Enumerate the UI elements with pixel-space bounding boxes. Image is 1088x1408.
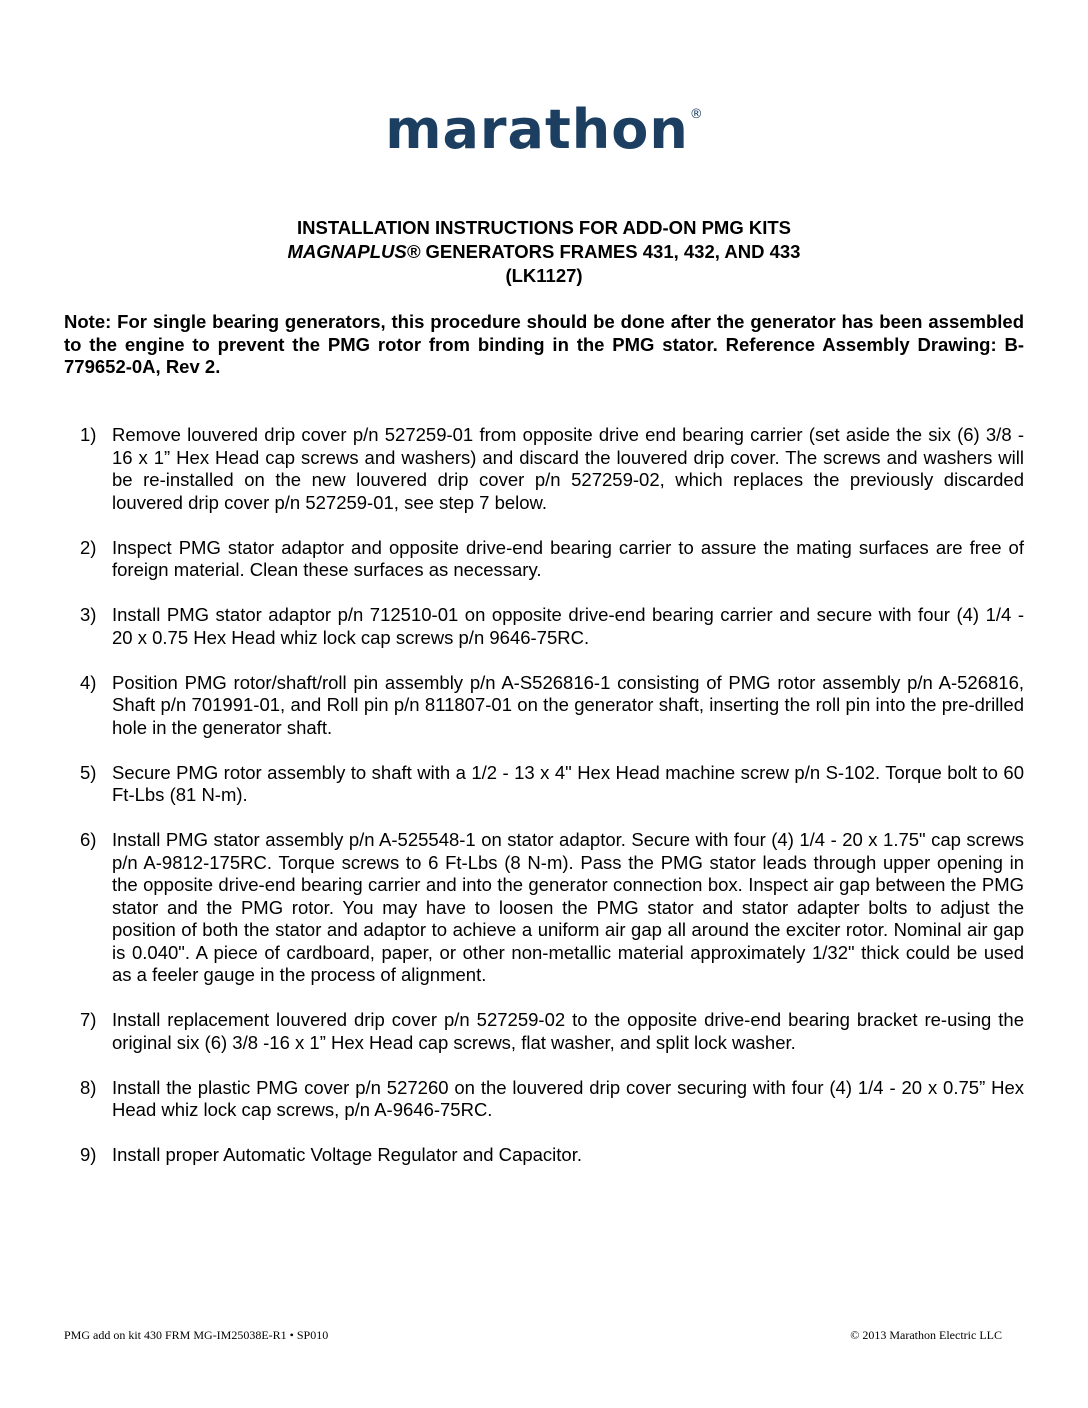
step-item [64,537,1024,582]
logo-wordmark: marathon [385,98,689,161]
footer-document-id: PMG add on kit 430 FRM MG-IM25038E-R1 • SP010 [64,1328,329,1342]
step-item [64,829,1024,987]
step-item [64,424,1024,514]
title-line-1: INSTALLATION INSTRUCTIONS FOR ADD-ON PMG KITS [297,217,791,238]
step-text: Inspect PMG stator adaptor and opposite drive-end bearing carrier to assure the mating surfaces are free of foreign material. Clean these surfaces as necessary. [112,536,1024,580]
note-paragraph: Note: For single bearing generators, this procedure should be done after the generator has been assembled to the engine to prevent the PMG rotor from binding in the PMG stator. Reference Assembly Drawing: B-779652-0A, Rev 2. [64,311,1024,377]
registered-mark: ® [689,107,703,122]
step-text: Secure PMG rotor assembly to shaft with a 1/2 - 13 x 4" Hex Head machine screw p/n S-102. Torque bolt to 60 Ft-Lbs (81 N-m). [112,761,1024,805]
step-item [64,762,1024,807]
step-number: 5) [80,761,97,783]
step-text: Install PMG stator adaptor p/n 712510-01 on opposite drive-end bearing carrier and secure with four (4) 1/4 - 20 x 0.75 Hex Head whiz lock cap screws p/n 9646-75RC. [112,604,1024,648]
title-frames: GENERATORS FRAMES 431, 432, AND 433 [420,241,801,262]
step-item [64,1009,1024,1054]
step-number: 1) [80,424,97,445]
document-title [0,216,1088,288]
step-number: 4) [80,671,97,693]
title-line-3: (LK1127) [505,265,583,286]
step-text: Position PMG rotor/shaft/roll pin assembly p/n A-S526816-1 consisting of PMG rotor assembly p/n A-526816, Shaft p/n 701991-01, and Roll pin p/n 811807-01 on the generator shaft, inserting the roll pin into the pre-drilled hole in the generator shaft. [112,671,1024,738]
marathon-logo [0,98,1088,161]
title-brand: MAGNAPLUS® [287,241,421,262]
step-number: 7) [80,1009,97,1030]
step-text: Remove louvered drip cover p/n 527259-01 from opposite drive end bearing carrier (set aside the six (6) 3/8 - 16 x 1” Hex Head cap screws and washers) and discard the louvered drip cover. The screws and washers will be re-installed on the new louvered drip cover p/n 527259-02, which replaces the previously discarded louvered drip cover p/n 527259-01, see step 7 below. [112,424,1024,513]
step-item [64,672,1024,740]
step-item [64,1077,1024,1122]
step-list [64,424,1024,1189]
step-item [64,1144,1024,1167]
step-item [64,604,1024,649]
step-text: Install PMG stator assembly p/n A-525548-1 on stator adaptor. Secure with four (4) 1/4 - 20 x 1.75" cap screws p/n A-9812-175RC. Torque screws to 6 Ft-Lbs (8 N-m). Pass the PMG stator leads through upper opening in the opposite drive-end bearing carrier and into the generator connection box. Inspect air gap between the PMG stator and the PMG rotor. You may have to loosen the PMG stator and stator adapter bolts to adjust the position of both the stator and adaptor to achieve a uniform air gap all around the exciter rotor. Nominal air gap is 0.040". A piece of cardboard, paper, or other non-metallic material approximately 1/32" thick could be used as a feeler gauge in the process of alignment. [112,829,1024,985]
step-text: Install the plastic PMG cover p/n 527260 on the louvered drip cover securing with four (4) 1/4 - 20 x 0.75” Hex Head whiz lock cap screws, p/n A-9646-75RC. [112,1076,1024,1120]
step-text: Install proper Automatic Voltage Regulator and Capacitor. [112,1144,582,1165]
step-number: 8) [80,1076,97,1098]
step-text: Install replacement louvered drip cover p/n 527259-02 to the opposite drive-end bearing bracket re-using the original six (6) 3/8 -16 x 1” Hex Head cap screws, flat washer, and split lock washer. [112,1009,1024,1053]
step-number: 2) [80,536,97,558]
step-number: 6) [80,829,97,850]
step-number: 9) [80,1144,97,1165]
footer-copyright: © 2013 Marathon Electric LLC [850,1328,1002,1342]
title-line-2 [0,240,1088,264]
step-number: 3) [80,604,97,625]
